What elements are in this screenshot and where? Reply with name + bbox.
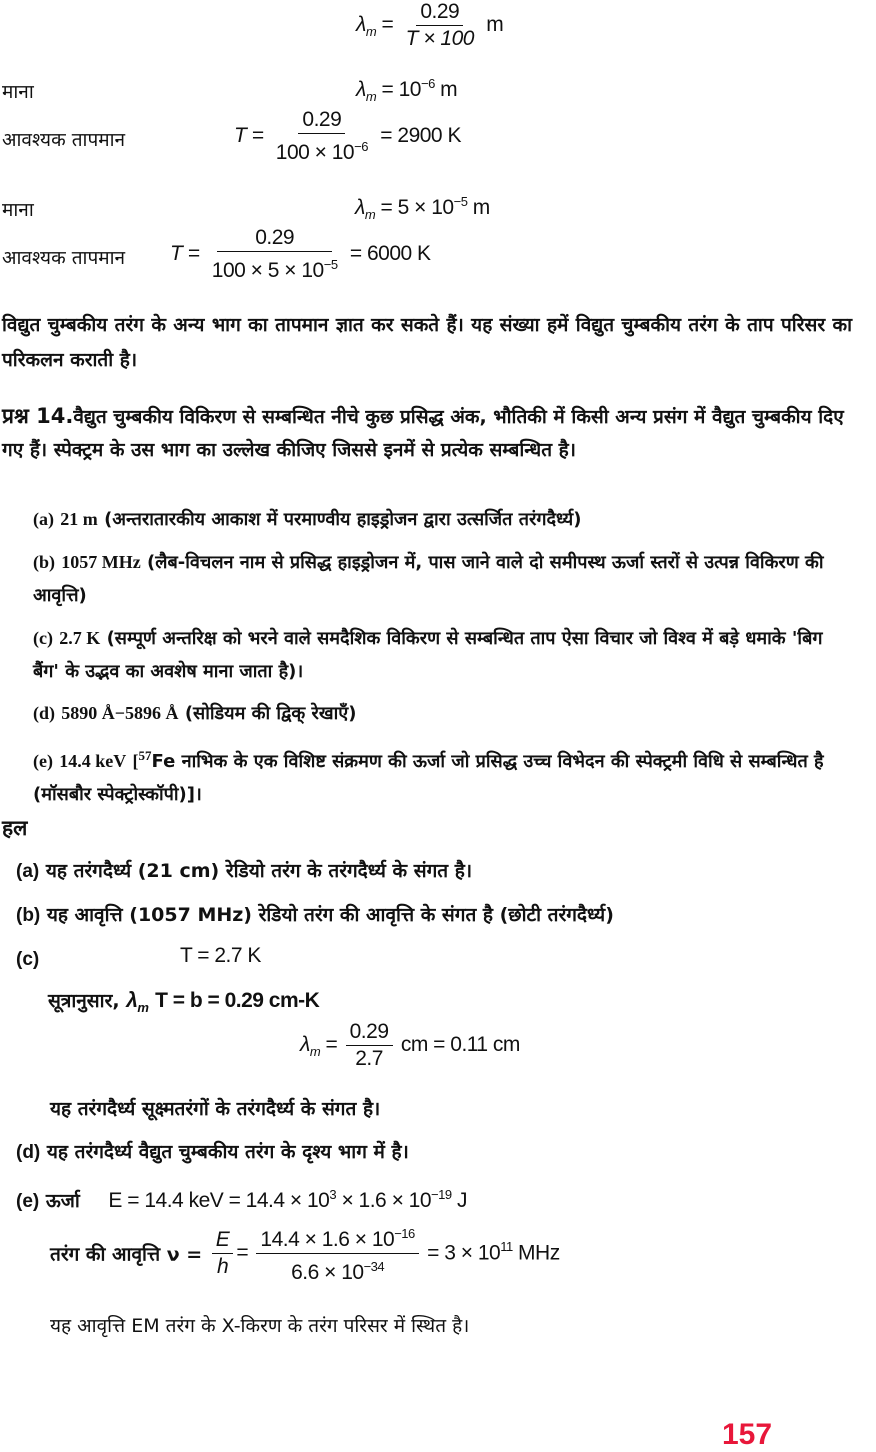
item-label: (a) (33, 509, 54, 529)
lambda-symbol: λ (356, 13, 366, 37)
solution-a (16, 856, 472, 887)
item-label: (c) (33, 628, 53, 648)
lambda-symbol: λ (356, 78, 366, 101)
unit: m (472, 196, 490, 219)
den-base: 100 × 10 (275, 141, 355, 164)
exponent: −5 (453, 194, 468, 209)
formula-label: सूत्रानुसार, (48, 990, 120, 1012)
subscript: m (365, 24, 377, 40)
numerator: 0.29 (346, 1020, 393, 1046)
fraction (208, 226, 342, 283)
subscript: m (364, 207, 376, 223)
exponent: 3 (329, 1187, 337, 1202)
exponent: −5 (323, 257, 338, 272)
unit: m (440, 78, 458, 101)
fraction (402, 0, 478, 51)
denominator: 2.7 (355, 1047, 383, 1070)
fraction-values (256, 1222, 418, 1285)
numerator: 0.29 (416, 0, 463, 26)
item-text: (सोडियम की द्विक् रेखाएँ) (184, 703, 357, 724)
lambda-symbol: $\lambda_m$ (126, 989, 149, 1016)
item-value: 21 m (60, 509, 98, 529)
question-14 (2, 400, 852, 467)
value: = 10 (381, 78, 421, 101)
energy-equation (108, 1189, 467, 1212)
temp-lhs: T = (234, 124, 264, 148)
item-label: (b) (33, 552, 55, 572)
freq-label: तरंग की आवृत्ति ν = (50, 1243, 203, 1266)
equals: = (381, 13, 394, 37)
result: = 2900 K (380, 124, 461, 148)
solution-e-energy (16, 1180, 467, 1217)
lambda-symbol: λ (355, 196, 365, 219)
item-text: यह तरंगदैर्ध्य वैद्युत चुम्बकीय तरंग के दृश्य भाग में है। (46, 1141, 409, 1163)
solution-c-label (16, 944, 39, 975)
solution-c-formula (48, 986, 319, 1023)
fraction (272, 108, 372, 165)
question-label: प्रश्न 14. (2, 404, 74, 428)
denominator (287, 1254, 388, 1285)
item-text: (अन्तरातारकीय आकाश में परमाण्वीय हाइड्रोजन द्वारा उत्सर्जित तरंगदैर्ध्य) (104, 509, 582, 530)
numerator: 0.29 (298, 108, 345, 134)
unit: MHz (518, 1241, 560, 1265)
energy-lhs: E = 14.4 keV = 14.4 × 10 (108, 1189, 330, 1212)
case1-label: माना (2, 81, 34, 103)
energy-mid: × 1.6 × 10 (341, 1189, 432, 1212)
item-text: (लैब-विचलन नाम से प्रसिद्ध हाइड्रोजन में, पास जाने वाले दो समीपस्थ ऊर्जा स्तरों से उत्पन्न विकिरण की आवृत्ति) (33, 552, 824, 606)
num-base: 14.4 × 1.6 × 10 (260, 1228, 395, 1251)
solution-c-note: यह तरंगदैर्ध्य सूक्ष्मतरंगों के तरंगदैर्ध्य के संगत है। (50, 1098, 381, 1120)
exponent: −6 (354, 139, 368, 154)
solution-b (16, 900, 614, 931)
fraction-e-over-h (212, 1228, 234, 1279)
case1-temp-equation (234, 108, 461, 165)
case2-temp-equation (170, 226, 431, 283)
item-label: (d) (16, 1142, 41, 1163)
solution-c-given: T = 2.7 K (180, 944, 261, 967)
mass-number: 57 (138, 748, 152, 763)
equation-lambda-general (356, 0, 503, 51)
question-text: वैद्युत चुम्बकीय विकिरण से सम्बन्धित नीचे कुछ प्रसिद्ध अंक, भौतिकी में किसी अन्य प्रसंग में वैद्युत चुम्बकीय दिए गए हैं। स्पेक्ट्रम के उस भाग का उल्लेख कीजिए जिससे इनमें से प्रत्येक सम्बन्धित है। (2, 406, 844, 461)
case1-temp-label: आवश्यक तापमान (2, 129, 126, 151)
page-number: 157 (722, 1418, 773, 1451)
conclusion-paragraph: विद्युत चुम्बकीय तरंग के अन्य भाग का तापमान ज्ञात कर सकते हैं। यह संख्या हमें विद्युत चुम्बकीय तरंग के ताप परिसर का परिकलन कराती है। (2, 314, 852, 371)
item-text: यह आवृत्ति (1057 MHz) रेडियो तरंग की आवृत्ति के संगत है (छोटी तरंगदैर्ध्य) (46, 904, 614, 926)
unit: m (486, 13, 504, 37)
item-text: (सम्पूर्ण अन्तरिक्ष को भरने वाले समदैशिक विकिरण से सम्बन्धित ताप ऐसा विचार जो विश्व में बड़े धमाके 'बिग बैंग' के उद्भव का अवशेष माना जाता है)। (33, 628, 823, 682)
temp-label-text: आवश्यक तापमान (2, 247, 126, 269)
question-item-c (33, 622, 848, 688)
solution-c-calc: $\lambda_m$ = $\frac{0.29}{2.7}$ cm = 0.11 cm (300, 1020, 520, 1070)
numerator: E (212, 1228, 234, 1254)
denominator (272, 134, 372, 165)
item-label: (d) (33, 703, 55, 723)
exponent: −16 (394, 1226, 415, 1241)
item-text: यह तरंगदैर्ध्य (21 cm) रेडियो तरंग के तरंगदैर्ध्य के संगत है। (45, 860, 473, 882)
question-item-b (33, 546, 848, 612)
numerator (256, 1222, 418, 1254)
question-item-d (33, 697, 848, 730)
denominator: h (216, 1255, 229, 1278)
result: = 3 × 10 (427, 1241, 501, 1265)
case1-lambda (356, 76, 457, 104)
formula-text: T = b = 0.29 cm-K (155, 989, 320, 1012)
fraction (346, 1020, 393, 1071)
case2-label: माना (2, 199, 34, 221)
bracket-open: [ (132, 751, 139, 771)
freq-equation: $\frac{E}{h}$ = $\frac{14.4 \times 1.6 \times 10^{-16}}{6.6 \times 10^{-34}}$ = $3 \times 10^{11}$ MHz (209, 1241, 560, 1264)
den-base: 100 × 5 × 10 (211, 259, 324, 282)
question-item-a (33, 503, 848, 536)
result: = 6000 K (349, 242, 431, 266)
solution-d (16, 1137, 409, 1168)
exponent: −34 (363, 1259, 385, 1274)
denominator: T × 100 (405, 27, 474, 50)
value: = 5 × 10 (380, 196, 454, 219)
unit: J (456, 1189, 467, 1212)
item-label: (e) (33, 751, 53, 771)
exponent: −6 (421, 76, 435, 91)
lambda-symbol: $\lambda_m$ (300, 1033, 321, 1060)
item-value: 5890 Å−5896 Å (61, 703, 179, 723)
item-label: (a) (16, 861, 40, 882)
result: cm = 0.11 cm (400, 1033, 520, 1057)
subscript: m (365, 89, 377, 105)
item-text: Fe नाभिक के एक विशिष्ट संक्रमण की ऊर्जा जो प्रसिद्ध उच्च विभेदन की स्पेक्ट्रमी विधि से सम्बन्धित है (मॉसबौर स्पेक्ट्रोस्कॉपी)]। (33, 751, 824, 805)
temp-lhs: T = (170, 242, 200, 266)
item-value: 2.7 K (59, 628, 101, 648)
question-item-e (33, 739, 848, 811)
case2-lambda (355, 194, 490, 222)
energy-label: ऊर्जा (45, 1190, 80, 1212)
solution-e-note: यह आवृत्ति EM तरंग के X-किरण के तरंग परिसर में स्थित है। (50, 1315, 470, 1337)
item-label: (e) (16, 1191, 40, 1212)
item-value: 14.4 keV (59, 751, 127, 771)
solution-e-frequency (50, 1222, 560, 1285)
denominator (208, 252, 342, 283)
case2-temp-label (2, 244, 125, 270)
exponent: 11 (500, 1239, 513, 1255)
solution-heading: हल (2, 816, 28, 840)
item-label: (b) (16, 905, 41, 926)
item-label: (c) (16, 949, 40, 970)
den-base: 6.6 × 10 (291, 1261, 364, 1284)
numerator: 0.29 (217, 226, 332, 252)
exponent: −19 (431, 1187, 452, 1202)
item-value: 1057 MHz (61, 552, 141, 572)
